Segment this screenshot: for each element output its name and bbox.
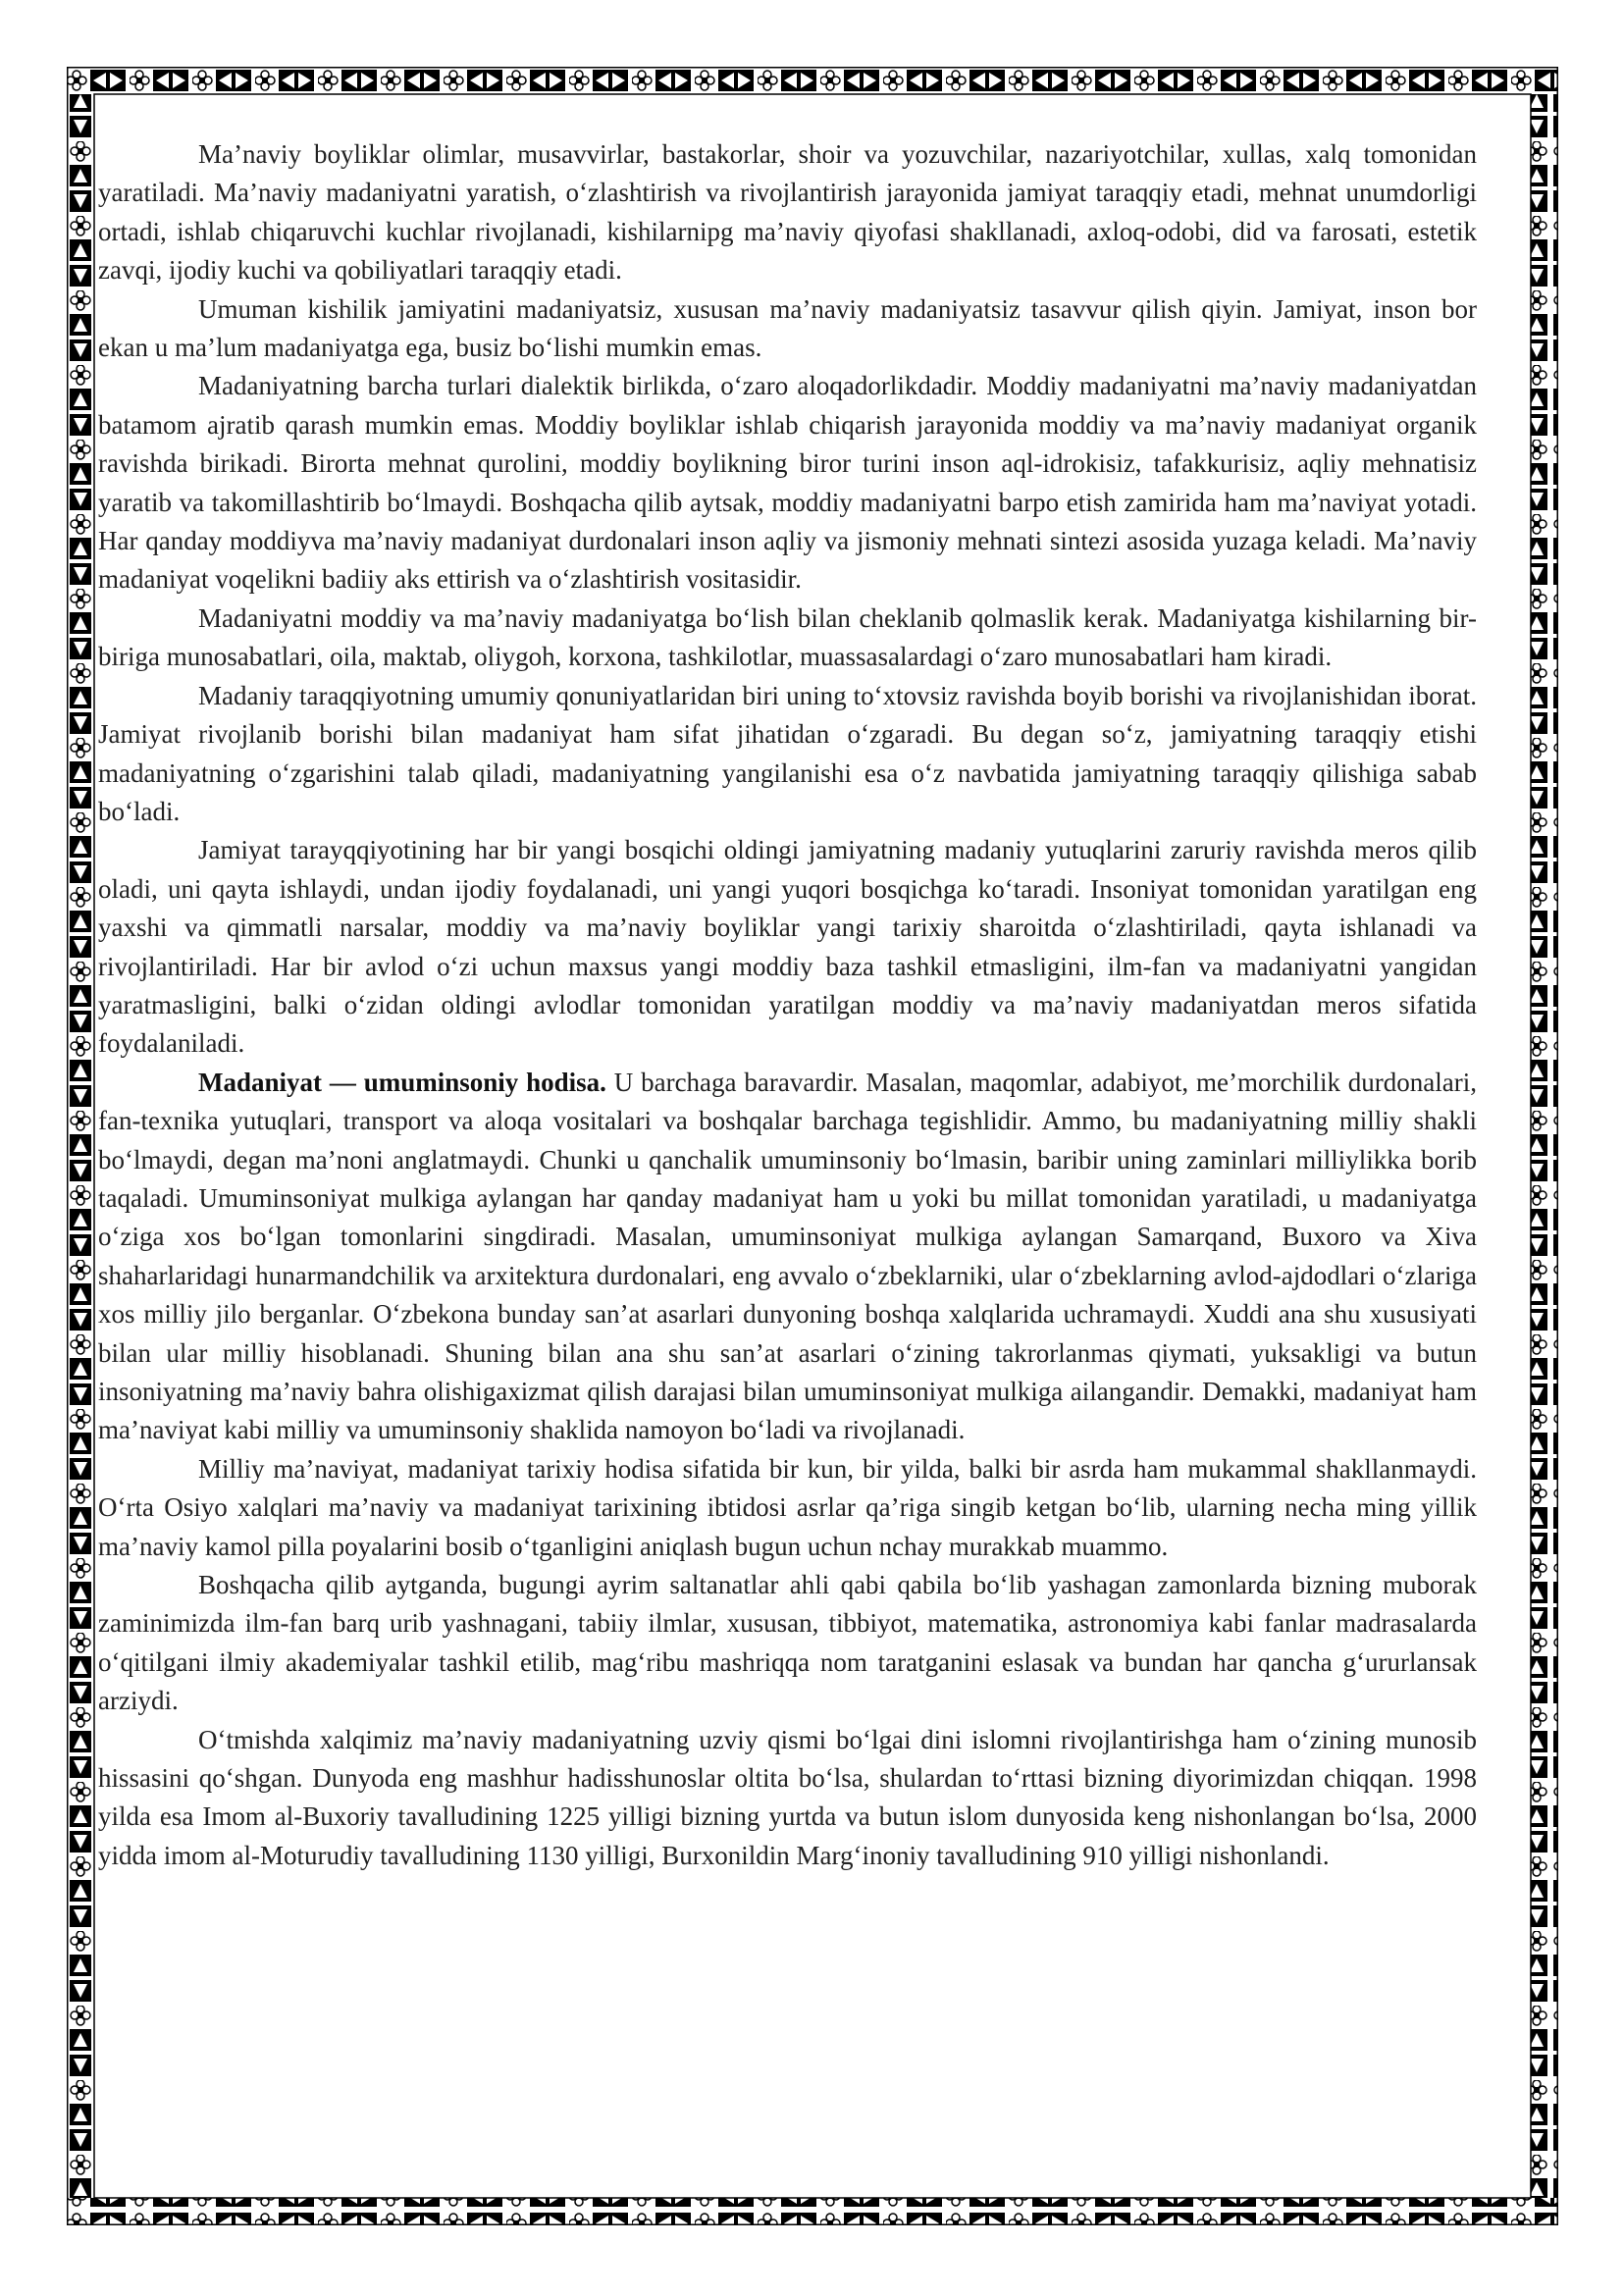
paragraph-text: Madaniy taraqqiyotning umumiy qonuniyatlaridan biri uning to‘xtovsiz ravishda boyib borishi va rivojlanishidan iborat. Jamiyat rivojlanib borishi bilan madaniyat ham sifat jihatidan o‘zgaradi. Bu degan so‘z, jamiyatning taraqqiy etishi madaniyatning o‘zgarishini talab qiladi, madaniyatning yangilanishi esa o‘z navbatida jamiyatning taraqqiy qilishiga sabab bo‘ladi. — [98, 680, 1477, 826]
paragraph — [98, 1450, 1477, 1566]
paragraph-text: O‘tmishda xalqimiz ma’naviy madaniyatning uzviy qismi bo‘lgai dini islomni rivojlantirishga ham o‘zining munosib hissasini qo‘shgan. Dunyoda eng mashhur hadisshunoslar oltita bo‘lsa, shulardan to‘rttasi bizning diyorimizdan chiqqan. 1998 yilda esa Imom al-Buxoriy tavalludining 1225 yilligi bizning yurtda va butun islom dunyosida keng nishonlangan bo‘lsa, 2000 yidda imom al-Moturudiy tavalludining 1130 yilligi, Burxonildin Marg‘inoniy tavalludining 910 yilligi nishonlandi. — [98, 1724, 1477, 1870]
paragraph-text: Ma’naviy boyliklar olimlar, musavvirlar, bastakorlar, shoir va yozuvchilar, nazariyotchilar, xullas, xalq tomonidan yaratiladi. Ma’naviy madaniyatni yaratish, o‘zlashtirish va rivojlantirish jarayonida jamiyat taraqqiy etadi, mehnat unumdorligi ortadi, ishlab chiqaruvchi kuchlar rivojlanadi, kishilarnipg ma’naviy qiyofasi shakllanadi, axloq-odobi, did va farosati, estetik zavqi, ijodiy kuchi va qobiliyatlari taraqqiy etadi. — [98, 139, 1477, 286]
paragraph — [98, 367, 1477, 599]
paragraph — [98, 600, 1477, 677]
paragraph-text: Milliy ma’naviyat, madaniyat tarixiy hodisa sifatida bir kun, bir yilda, balki bir asrda ham mukammal shakllanmaydi. O‘rta Osiyo xalqlari ma’naviy va madaniyat tarixining ibtidosi asrlar qa’riga singib ketgan bo‘lib, ularning necha ming yillik ma’naviy kamol pilla poyalarini bosib o‘tganligini aniqlash bugun uchun nchay murakkab muammo. — [98, 1453, 1477, 1561]
paragraph-bold-lead: Madaniyat — umuminsoniy hodisa. — [198, 1067, 606, 1097]
paragraph-text: Umuman kishilik jamiyatini madaniyatsiz, xususan ma’naviy madaniyatsiz tasavvur qilish qiyin. Jamiyat, inson bor ekan u ma’lum madaniyatga ega, busiz bo‘lishi mumkin emas. — [98, 293, 1477, 363]
paragraph — [98, 1064, 1477, 1450]
paragraph — [98, 290, 1477, 368]
paragraph — [98, 831, 1477, 1063]
paragraph-text: Boshqacha qilib aytganda, bugungi ayrim saltanatlar ahli qabi qabila bo‘lib yashagan zamonlarda bizning muborak zaminimizda ilm-fan barq urib yashnagani, tabiiy ilmlar, xususan, tibbiyot, matematika, astronomiya kabi fanlar madrasalarda o‘qitilgani ilmiy akademiyalar tashkil etilib, mag‘ribu mashriqqa nom taratganini eslasak va bundan har qancha g‘ururlansak arziydi. — [98, 1570, 1477, 1716]
paragraph-text: Jamiyat tarayqqiyotining har bir yangi bosqichi oldingi jamiyatning madaniy yutuqlarini zaruriy ravishda meros qilib oladi, uni qayta ishlaydi, undan ijodiy foydalanadi, uni yangi yuqori bosqichga ko‘taradi. Insoniyat tomonidan yaratilgan eng yaxshi va qimmatli narsalar, moddiy va ma’naviy boyliklar yangi tarixiy sharoitda o‘zlashtiriladi, qayta ishlanadi va rivojlantiriladi. Har bir avlod o‘zi uchun maxsus yangi moddiy baza tashkil etmasligini, ilm-fan va madaniyatni yangidan yaratmasligini, balki o‘zidan oldingi avlodlar tomonidan yaratilgan moddiy va ma’naviy madaniyatdan meros sifatida foydalaniladi. — [98, 835, 1477, 1059]
paragraph — [98, 135, 1477, 290]
paragraph — [98, 677, 1477, 832]
paragraph-text: Madaniyatning barcha turlari dialektik birlikda, o‘zaro aloqadorlikdadir. Moddiy madaniyatni ma’naviy madaniyatdan batamom ajratib qarash mumkin emas. Moddiy boyliklar ishlab chiqarish jarayonida moddiy va ma’naviy madaniyat organik ravishda birikadi. Birorta mehnat qurolini, moddiy boylikning biror turini inson aql-idrokisiz, tafakkurisiz, aqliy mehnatisiz yaratib va takomillashtirib bo‘lmaydi. Boshqacha qilib aytsak, moddiy madaniyatni barpo etish zamirida ham ma’naviyat yotadi. Har qanday moddiyva ma’naviy madaniyat durdonalari inson aqliy va jismoniy mehnati sintezi asosida yuzaga keladi. Ma’naviy madaniyat voqelikni badiiy aks ettirish va o‘zlashtirish vositasidir. — [98, 371, 1477, 595]
paragraph-text: Madaniyatni moddiy va ma’naviy madaniyatga bo‘lish bilan cheklanib qolmaslik kerak. Madaniyatga kishilarning bir-biriga munosabatlari, oila, maktab, oliygoh, korxona, tashkilotlar, muassasalardagi o‘zaro munosabatlari ham kiradi. — [98, 602, 1477, 672]
paragraph — [98, 1721, 1477, 1876]
paragraph-text: U barchaga baravardir. Masalan, maqomlar, adabiyot, me’morchilik durdonalari, fan-texnika yutuqlari, transport va aloqa vositalari va boshqalar barchaga tegishlidir. Ammo, bu madaniyatning milliy shakli bo‘lmaydi, degan ma’noni anglatmaydi. Chunki u qanchalik umuminsoniy bo‘lmasin, baribir uning zaminlari milliylikka borib taqaladi. Umuminsoniyat mulkiga aylangan har qanday madaniyat ham u yoki bu millat tomonidan yaratiladi, u madaniyatga o‘ziga xos bo‘lgan tomonlarini singdiradi. Masalan, umuminsoniyat mulkiga aylangan Samarqand, Buxoro va Xiva shaharlaridagi hunarmandchilik va arxitektura durdonalari, eng avvalo o‘zbeklarniki, ular o‘zbeklarning avlod-ajdodlari o‘zlariga xos milliy jilo berganlar. O‘zbekona bunday san’at asarlari dunyoning boshqa xalqlarida uchramaydi. Xuddi ana shu xususiyati bilan ular milliy hisoblanadi. Shuning bilan ana shu san’at asarlari o‘zining takrorlanmas qiymati, yuksakligi va butun insoniyatning ma’naviy bahra olishigaxizmat qilish darajasi bilan umuminsoniyat mulkiga ailangandir. Demakki, madaniyat ham ma’naviyat kabi milliy va umuminsoniy shaklida namoyon bo‘ladi va rivojlanadi. — [98, 1067, 1478, 1445]
document-body — [98, 135, 1477, 1875]
paragraph — [98, 1566, 1477, 1721]
